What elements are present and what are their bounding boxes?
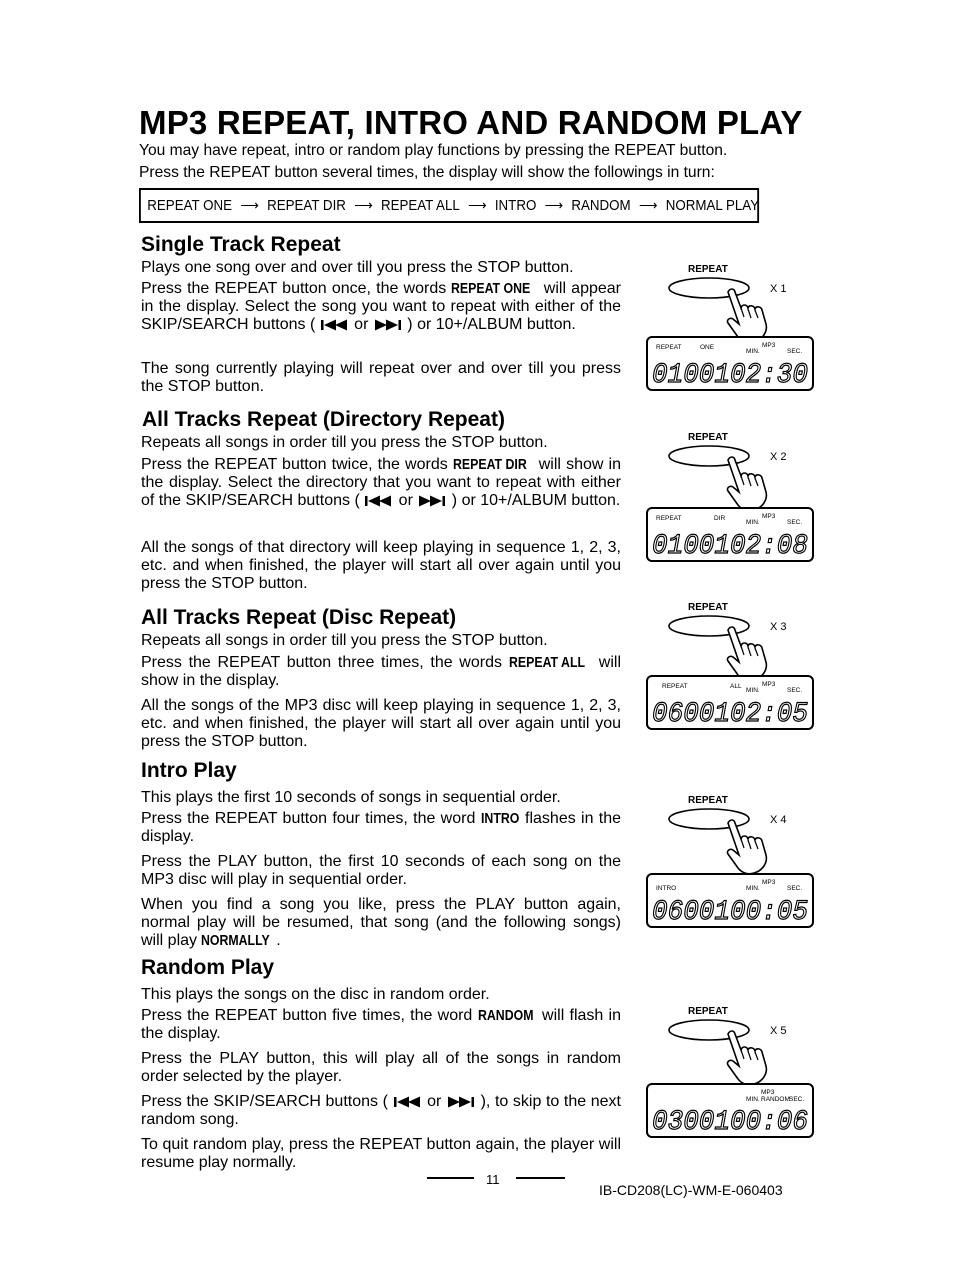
repeat-button-outline xyxy=(669,616,749,636)
lcd-indicator-label: ONE xyxy=(700,344,715,351)
disc-p3: All the songs of the MP3 disc will keep playing in sequence 1, 2, 3, etc. and when finished, the player will start all over again until you press the STOP button. xyxy=(141,697,621,750)
arrow-right-icon: ⟶ xyxy=(240,197,259,213)
intro-p2: Press the REPEAT button four times, the word INTRO flashes in the display. xyxy=(141,810,622,845)
lcd-digits: 0100102:30 xyxy=(652,360,808,391)
press-count-label: X 2 xyxy=(770,451,787,463)
page-title: MP3 REPEAT, INTRO AND RANDOM PLAY xyxy=(139,104,803,141)
single-p3: The song currently playing will repeat over and over till you press the STOP button. xyxy=(141,360,621,395)
random-p3: Press the PLAY button, this will play all of the songs in random order selected by the player. xyxy=(141,1050,621,1085)
lcd-indicator-label: SEC. xyxy=(787,348,803,355)
pressing-hand-icon xyxy=(727,289,766,343)
single-p1: Plays one song over and over till you press the STOP button. xyxy=(141,259,574,276)
skip-forward-icon xyxy=(417,495,447,507)
repeat-sequence-box xyxy=(139,188,759,223)
repeat-button-label: REPEAT xyxy=(688,432,728,443)
lcd-indicator-label: INTRO xyxy=(656,885,677,892)
section-heading-disc-repeat: All Tracks Repeat (Disc Repeat) xyxy=(141,606,457,629)
skip-forward-icon xyxy=(446,1096,476,1108)
random-p1: This plays the songs on the disc in random order. xyxy=(141,986,490,1003)
repeat-button-label: REPEAT xyxy=(688,602,728,613)
intro-line-1: You may have repeat, intro or random play functions by pressing the REPEAT button. xyxy=(139,142,728,159)
arrow-right-icon: ⟶ xyxy=(544,197,564,213)
press-count-label: X 4 xyxy=(770,814,787,826)
repeat-button-outline xyxy=(669,278,749,298)
section-heading-intro-play: Intro Play xyxy=(141,759,237,782)
sequence-item: REPEAT ALL xyxy=(380,197,460,214)
lcd-indicator-label: REPEAT xyxy=(662,683,688,690)
lcd-digits: 0300100:06 xyxy=(652,1107,808,1138)
pressing-hand-icon xyxy=(727,820,766,874)
document-code: IB-CD208(LC)-WM-E-060403 xyxy=(599,1182,783,1198)
lcd-indicator-label: MIN. xyxy=(746,519,760,526)
intro-p4: When you find a song you like, press the PLAY button again, normal play will be resumed, that song (and the following songs) will play NORMALLY . xyxy=(141,896,621,949)
repeat-button-outline xyxy=(669,446,749,466)
lcd-indicator-label: MP3 xyxy=(762,342,776,349)
footer-rule-left xyxy=(427,1177,474,1179)
section-heading-single-track-repeat: Single Track Repeat xyxy=(141,233,341,256)
dir-p3: All the songs of that directory will keep playing in sequence 1, 2, 3, etc. and when finished, the player will start all over again until you press the STOP button. xyxy=(141,539,621,592)
lcd-indicator-label: MIN. xyxy=(746,348,760,355)
repeat-button-label: REPEAT xyxy=(688,795,728,806)
section-heading-random-play: Random Play xyxy=(141,956,275,979)
lcd-digits: 0600102:05 xyxy=(652,699,809,730)
random-p2: Press the REPEAT button five times, the word RANDOM will flash in the display. xyxy=(141,1007,622,1042)
lcd-indicator-label: ALL xyxy=(730,683,742,690)
lcd-indicator-label: RANDOM xyxy=(761,1096,790,1103)
repeat-figure-3 xyxy=(644,600,820,740)
pressing-hand-icon xyxy=(727,1031,766,1085)
repeat-figure-4 xyxy=(644,793,820,933)
lcd-indicator-label: REPEAT xyxy=(656,515,682,522)
sequence-item: REPEAT ONE xyxy=(147,197,233,214)
sequence-item: RANDOM xyxy=(571,197,631,214)
repeat-button-outline xyxy=(669,1020,749,1040)
skip-forward-icon xyxy=(373,319,403,331)
sequence-item: NORMAL PLAY xyxy=(665,197,760,214)
intro-p3: Press the PLAY button, the first 10 seconds of each song on the MP3 disc will play in sequential order. xyxy=(141,853,621,888)
section-heading-directory-repeat: All Tracks Repeat (Directory Repeat) xyxy=(142,408,505,431)
lcd-indicator-label: MP3 xyxy=(762,879,776,886)
footer-rule-right xyxy=(516,1177,565,1179)
skip-back-icon xyxy=(320,319,350,331)
disc-p2: Press the REPEAT button three times, the words REPEAT ALL will show in the display. xyxy=(141,654,621,689)
lcd-indicator-label: SEC. xyxy=(787,687,803,694)
lcd-indicator-label: MIN. xyxy=(746,687,760,694)
random-p5: To quit random play, press the REPEAT button again, the player will resume play normally. xyxy=(141,1136,621,1171)
lcd-indicator-label: DIR xyxy=(714,515,726,522)
dir-p1: Repeats all songs in order till you press the STOP button. xyxy=(141,434,548,451)
repeat-figure-5 xyxy=(644,1004,820,1144)
sequence-item: INTRO xyxy=(494,197,537,214)
lcd-indicator-label: REPEAT xyxy=(656,344,682,351)
intro-p1: This plays the first 10 seconds of songs in sequential order. xyxy=(141,789,561,806)
skip-back-icon xyxy=(393,1096,423,1108)
random-p4: Press the SKIP/SEARCH buttons ( or ), to skip to the next random song. xyxy=(141,1093,621,1128)
repeat-button-label: REPEAT xyxy=(688,1006,728,1017)
repeat-button-outline xyxy=(669,809,749,829)
lcd-indicator-label: MIN. xyxy=(746,1096,760,1103)
pressing-hand-icon xyxy=(727,457,766,511)
lcd-indicator-label: SEC. xyxy=(789,1096,805,1103)
press-count-label: X 3 xyxy=(770,621,787,633)
press-count-label: X 5 xyxy=(770,1025,787,1037)
skip-back-icon xyxy=(364,495,394,507)
repeat-figure-1 xyxy=(644,262,820,402)
lcd-indicator-label: SEC. xyxy=(787,519,803,526)
lcd-indicator-label: MP3 xyxy=(761,1089,775,1096)
pressing-hand-icon xyxy=(727,627,766,681)
disc-p1: Repeats all songs in order till you press the STOP button. xyxy=(141,632,548,649)
lcd-indicator-label: MP3 xyxy=(762,681,776,688)
lcd-indicator-label: MP3 xyxy=(762,513,776,520)
sequence-item: REPEAT DIR xyxy=(267,197,346,214)
lcd-indicator-label: SEC. xyxy=(787,885,803,892)
dir-p2: Press the REPEAT button twice, the words REPEAT DIR will show in the display. Select the directory that you want to repeat with either of the SKIP/SEARCH buttons ( or ) or 10+/ALBUM button. xyxy=(141,456,622,509)
arrow-right-icon: ⟶ xyxy=(638,197,658,213)
single-p2: Press the REPEAT button once, the words REPEAT ONE will appear in the display. Select the song you want to repeat with either of the SKIP/SEARCH buttons ( or ) or 10+/ALBUM button. xyxy=(141,280,622,333)
lcd-digits: 0100102:08 xyxy=(652,531,808,562)
repeat-button-label: REPEAT xyxy=(688,264,728,275)
press-count-label: X 1 xyxy=(770,283,787,295)
page-number: 11 xyxy=(486,1172,500,1187)
arrow-right-icon: ⟶ xyxy=(354,197,373,213)
arrow-right-icon: ⟶ xyxy=(468,197,487,213)
lcd-digits: 0600100:05 xyxy=(652,897,809,928)
repeat-figure-2 xyxy=(644,430,820,570)
intro-line-2: Press the REPEAT button several times, the display will show the followings in turn: xyxy=(139,164,715,181)
lcd-indicator-label: MIN. xyxy=(746,885,760,892)
